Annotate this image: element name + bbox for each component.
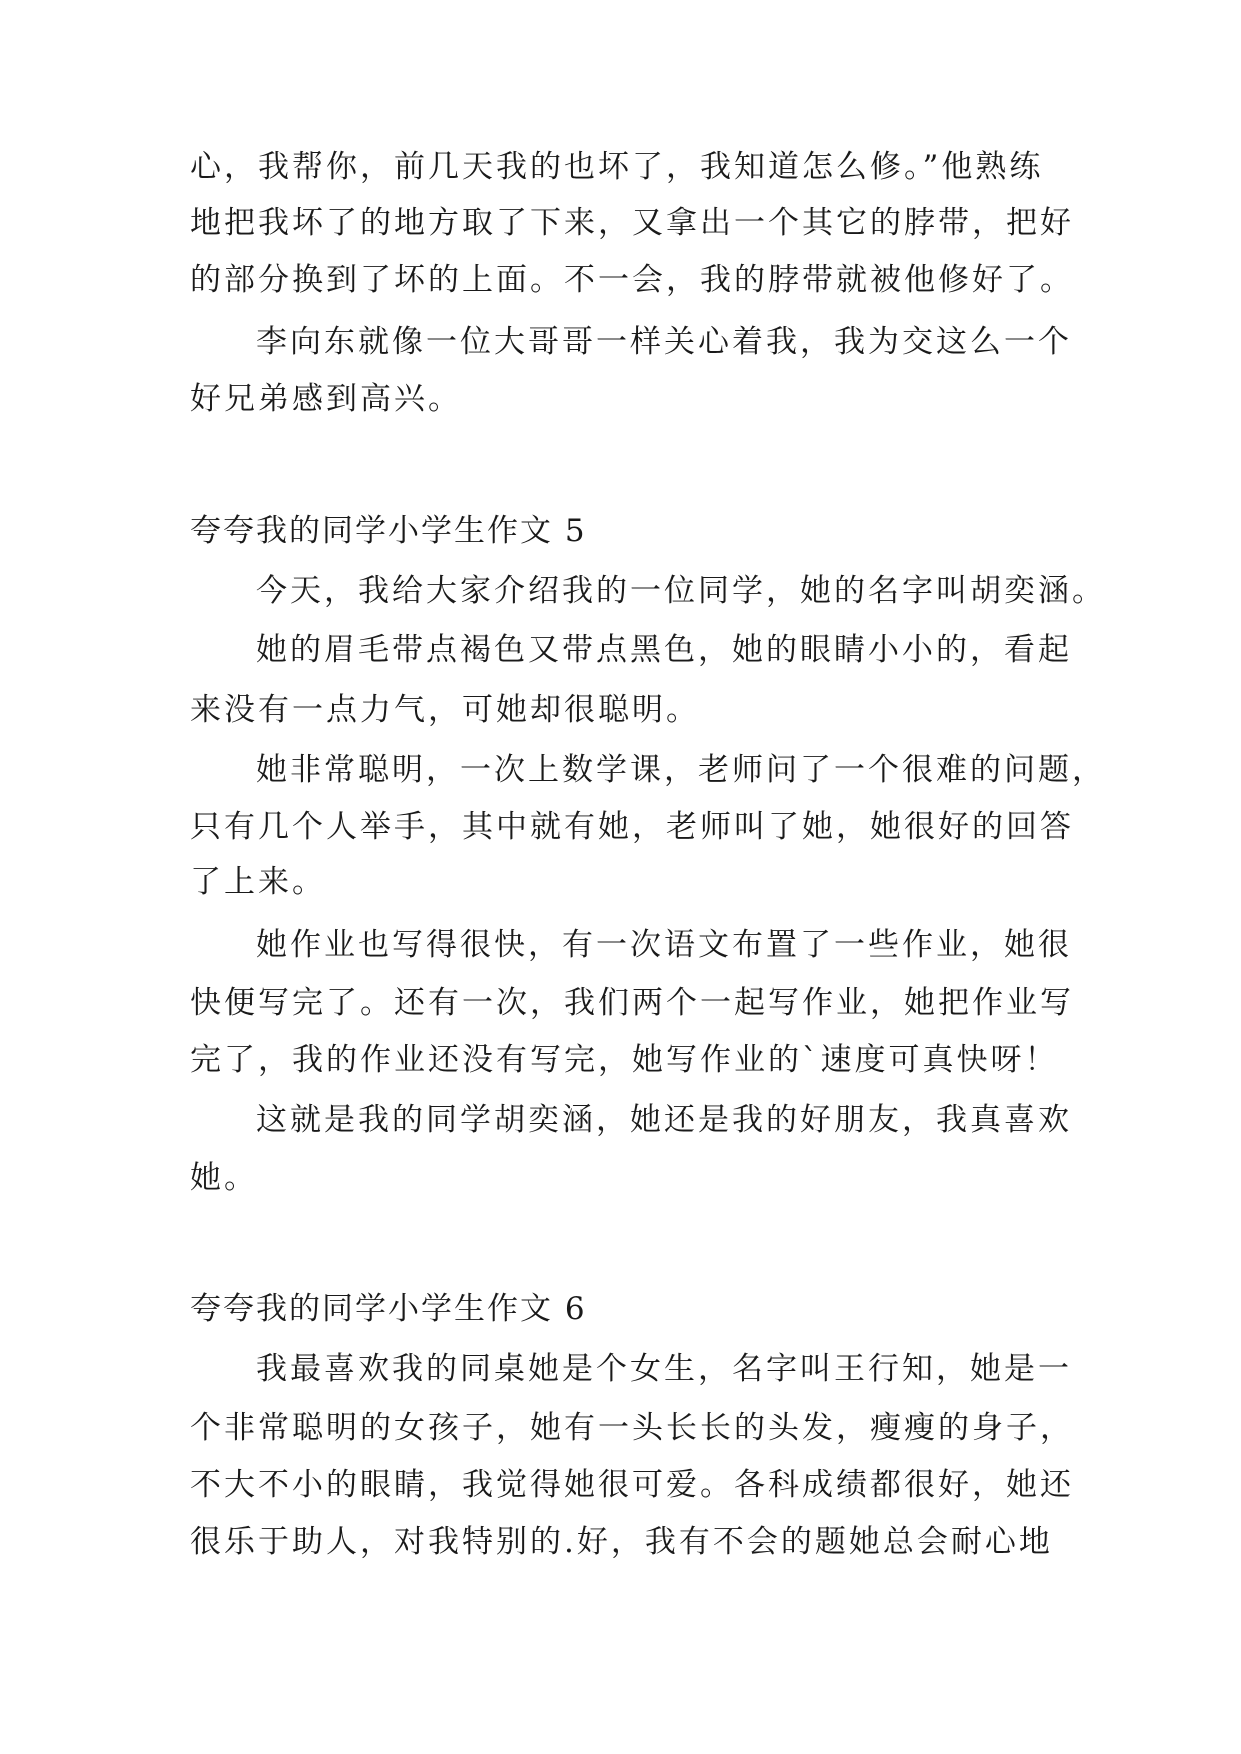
paragraph-line: 好兄弟感到高兴。 bbox=[190, 381, 462, 417]
paragraph-line: 来没有一点力气，可她却很聪明。 bbox=[190, 692, 700, 728]
section-heading: 夸夸我的同学小学生作文 6 bbox=[190, 1291, 587, 1327]
paragraph-line: 个非常聪明的女孩子，她有一头长长的头发，瘦瘦的身子， bbox=[190, 1410, 1074, 1446]
paragraph-line: 了上来。 bbox=[190, 864, 326, 900]
paragraph-line: 这就是我的同学胡奕涵，她还是我的好朋友，我真喜欢 bbox=[256, 1102, 1072, 1138]
paragraph-line: 地把我坏了的地方取了下来，又拿出一个其它的脖带，把好 bbox=[190, 205, 1074, 241]
section-heading: 夸夸我的同学小学生作文 5 bbox=[190, 513, 587, 549]
paragraph-line: 完了，我的作业还没有写完，她写作业的`速度可真快呀！ bbox=[190, 1042, 1059, 1078]
paragraph-line: 快便写完了。还有一次，我们两个一起写作业，她把作业写 bbox=[190, 985, 1074, 1021]
paragraph-line: 她的眉毛带点褐色又带点黑色，她的眼睛小小的，看起 bbox=[256, 632, 1072, 668]
paragraph-line: 今天，我给大家介绍我的一位同学，她的名字叫胡奕涵。 bbox=[256, 573, 1106, 609]
paragraph-line: 很乐于助人，对我特别的.好，我有不会的题她总会耐心地 bbox=[190, 1524, 1053, 1560]
paragraph-line: 她。 bbox=[190, 1160, 258, 1196]
paragraph-line: 她非常聪明，一次上数学课，老师问了一个很难的问题， bbox=[256, 752, 1106, 788]
paragraph-line: 我最喜欢我的同桌她是个女生，名字叫王行知，她是一 bbox=[256, 1351, 1072, 1387]
paragraph-line: 李向东就像一位大哥哥一样关心着我，我为交这么一个 bbox=[256, 324, 1072, 360]
paragraph-line: 心，我帮你，前几天我的也坏了，我知道怎么修。”他熟练 bbox=[190, 149, 1044, 185]
paragraph-line: 的部分换到了坏的上面。不一会，我的脖带就被他修好了。 bbox=[190, 262, 1074, 298]
paragraph-line: 只有几个人举手，其中就有她，老师叫了她，她很好的回答 bbox=[190, 809, 1074, 845]
paragraph-line: 她作业也写得很快，有一次语文布置了一些作业，她很 bbox=[256, 927, 1072, 963]
paragraph-line: 不大不小的眼睛，我觉得她很可爱。各科成绩都很好，她还 bbox=[190, 1467, 1074, 1503]
